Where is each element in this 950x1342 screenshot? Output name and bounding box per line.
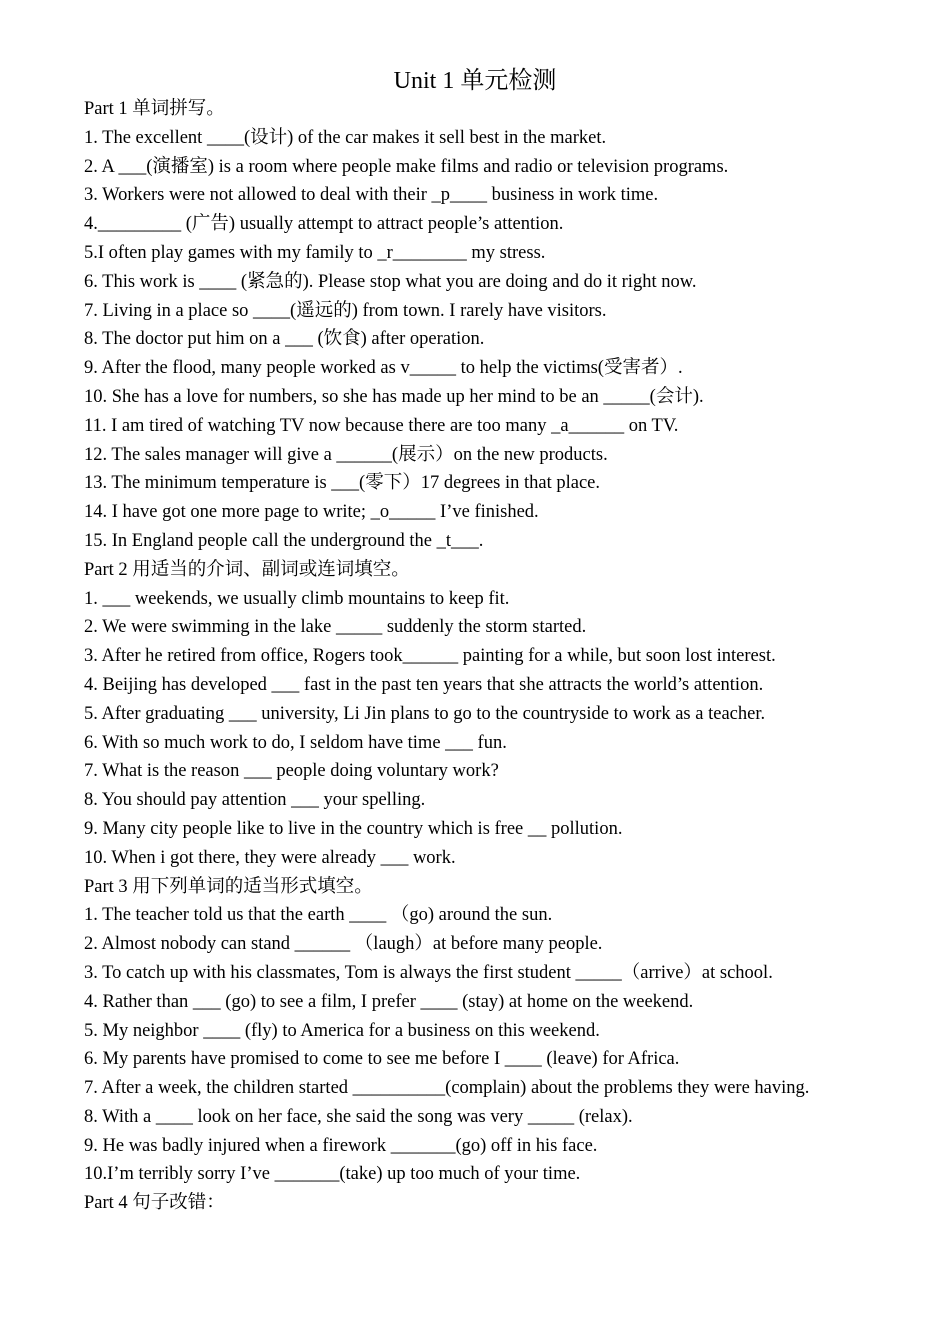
part1-item: 1. The excellent ____(设计) of the car makes it sell best in the market. [84, 127, 607, 148]
part3-item: 2. Almost nobody can stand ______ （laugh）at before many people. [84, 934, 603, 955]
page-title: Unit 1 单元检测 [393, 68, 557, 94]
part1-item: 6. This work is ____ (紧急的). Please stop what you are doing and do it right now. [84, 271, 697, 292]
part1-item: 15. In England people call the underground the _t___. [84, 530, 484, 551]
part1-heading: Part 1 单词拼写。 [84, 99, 225, 119]
part1-item: 4._________ (广告) usually attempt to attract people’s attention. [84, 214, 564, 235]
part2-item: 9. Many city people like to live in the country which is free __ pollution. [84, 818, 623, 839]
part2-heading: Part 2 用适当的介词、副词或连词填空。 [84, 559, 410, 580]
part3-item: 4. Rather than ___ (go) to see a film, I prefer ____ (stay) at home on the weekend. [84, 991, 694, 1012]
part1-item: 11. I am tired of watching TV now because there are too many _a______ on TV. [84, 415, 679, 436]
part2-item: 6. With so much work to do, I seldom have time ___ fun. [84, 732, 507, 753]
part1-item: 12. The sales manager will give a ______(展示）on the new products. [84, 444, 608, 465]
worksheet-content [84, 95, 874, 1218]
part3-item: 1. The teacher told us that the earth ____ （go) around the sun. [84, 905, 553, 926]
part4-heading: Part 4 句子改错： [84, 1193, 225, 1214]
part1-item: 5.I often play games with my family to _r________ my stress. [84, 242, 546, 263]
part2-item: 8. You should pay attention ___ your spelling. [84, 790, 426, 811]
part1-item: 13. The minimum temperature is ___(零下）17 degrees in that place. [84, 473, 600, 494]
part3-item: 3. To catch up with his classmates, Tom is always the first student _____（arrive）at school. [84, 962, 773, 983]
part2-item: 7. What is the reason ___ people doing voluntary work? [84, 761, 499, 782]
part1-item: 3. Workers were not allowed to deal with their _p____ business in work time. [84, 185, 659, 206]
part3-item: 8. With a ____ look on her face, she said the song was very _____ (relax). [84, 1106, 633, 1127]
part1-item: 8. The doctor put him on a ___ (饮食) after operation. [84, 329, 485, 350]
part3-item: 10.I’m terribly sorry I’ve _______(take) up too much of your time. [84, 1164, 581, 1185]
part2-item: 3. After he retired from office, Rogers took______ painting for a while, but soon lost interest. [84, 646, 776, 667]
part1-item: 14. I have got one more page to write; _o_____ I’ve finished. [84, 502, 539, 523]
part3-item: 7. After a week, the children started __________(complain) about the problems they were having. [84, 1078, 810, 1099]
part1-item: 10. She has a love for numbers, so she has made up her mind to be an _____(会计). [84, 386, 704, 407]
part3-item: 5. My neighbor ____ (fly) to America for a business on this weekend. [84, 1020, 600, 1041]
part2-item: 10. When i got there, they were already ___ work. [84, 847, 456, 868]
part1-item: 2. A ___(演播室) is a room where people make films and radio or television programs. [84, 156, 729, 177]
part1-item: 7. Living in a place so ____(遥远的) from town. I rarely have visitors. [84, 300, 607, 321]
part2-item: 5. After graduating ___ university, Li Jin plans to go to the countryside to work as a teacher. [84, 703, 766, 724]
part3-item: 9. He was badly injured when a firework _______(go) off in his face. [84, 1135, 598, 1156]
part2-item: 1. ___ weekends, we usually climb mountains to keep fit. [84, 588, 510, 609]
part1-item: 9. After the flood, many people worked as v_____ to help the victims(受害者）. [84, 358, 683, 379]
part3-item: 6. My parents have promised to come to see me before I ____ (leave) for Africa. [84, 1049, 680, 1070]
part2-item: 4. Beijing has developed ___ fast in the past ten years that she attracts the world’s attention. [84, 674, 764, 695]
part3-heading: Part 3 用下列单词的适当形式填空。 [84, 876, 373, 897]
part2-item: 2. We were swimming in the lake _____ suddenly the storm started. [84, 617, 587, 638]
